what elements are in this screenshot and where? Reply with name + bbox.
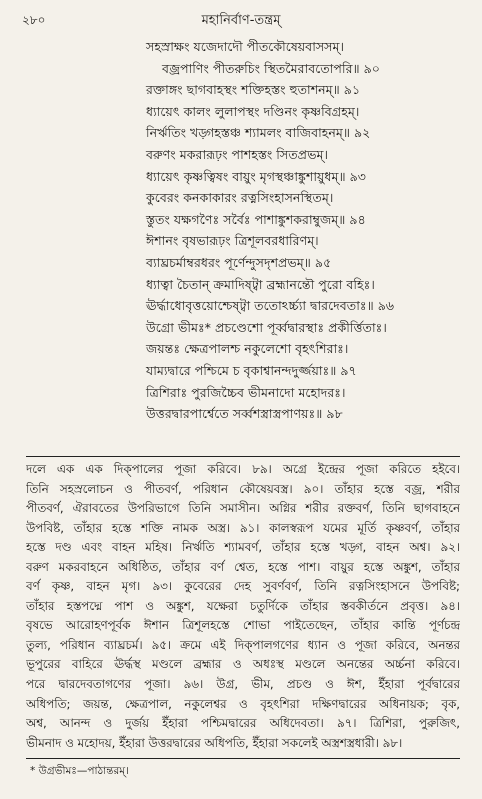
translation-line: তাঁহার হস্তপদ্মে পাশ ও অঙ্কুশ, যক্ষেরা চতুর্দিকে তাঁহার স্তবকীর্তনে প্রবৃত্ত। ৯৪। xyxy=(26,598,460,613)
translation-line: বৃষভে আরোহণপূর্বক ঈশান ত্রিশূলহস্তে শোভা পাইতেছেন, তাঁহার কান্তি পূর্ণচন্দ্র xyxy=(26,618,460,633)
translation-line: দলে এক এক দিক্‌পালের পূজা করিবে। ৮৯। অগ্রে ইন্দ্রের পূজা করিতে হইবে। xyxy=(26,462,460,476)
verse-line: ধ্যায়েৎ কালং লুলাপস্থং দণ্ডিনং কৃষ্ণবিগ্রহম্। xyxy=(146,103,360,119)
verse-line: বরুণং মকরারূঢ়ং পাশহস্তং সিতপ্রভম্। xyxy=(146,146,328,162)
translation-line: বর্ণ কৃষ্ণ, বাহন মৃগ। ৯৩। কুবেরের দেহ সুবর্ণবর্ণ, তিনি রত্নসিংহাসনে উপবিষ্ট; xyxy=(26,579,460,594)
verse-line: ঊর্দ্ধাধোবৃত্তয়োশ্চেষ্ট্বা ততোঽর্চ্চ্যা দ্বারদেবতাঃ॥ ৯৬ xyxy=(146,298,395,314)
verse-line: সহস্রাক্ষং যজেদাদৌ পীতকৌষেয়বাসসম্। xyxy=(146,39,344,54)
translation-line: ভীমনাদ ও মহোদয়, ইঁহারা উত্তরদ্বারের অধিপতি, ইঁহারা সকলেই অস্ত্রশস্ত্রধারী। ৯৮। xyxy=(26,735,403,750)
verse-line: ত্রিশিরাঃ পুরজিচ্চৈব ভীমনাদো মহোদরঃ। xyxy=(146,384,346,400)
verse-line: রক্তাঙ্গং ছাগবাহস্থং শক্তিহস্তং হুতাশনম্॥ ৯১ xyxy=(146,82,361,98)
verse-line: উত্তরদ্বারপার্শ্বেতে সর্ব্বশস্ত্রাস্ত্রপাণয়ঃ॥ ৯৮ xyxy=(146,406,343,422)
running-title: মহানির্বাণ-তন্ত্রম্ xyxy=(201,13,281,28)
verse-line: বজ্রপাণিং পীতরুচিং স্থিতমৈরাবতোপরি॥ ৯০ xyxy=(162,60,380,76)
translation-line: বরুণ মকরবাহনে অধিষ্ঠিত, তাঁহার বর্ণ শ্বেত, হস্তে পাশ। বায়ুর হস্তে অঙ্কুশ, তাঁহার xyxy=(26,559,460,574)
page-number: ২৮০ xyxy=(22,13,46,27)
verse-line: নির্ঋতিং খড়্গহস্তঞ্চ শ্যামলং বাজিবাহনম্॥ ৯২ xyxy=(146,125,371,141)
translation-line: ভূপুরের বাহিরে ঊর্দ্ধস্থ মণ্ডলে ব্রহ্মার ও অধঃস্থ মণ্ডলে অনন্তের অর্চ্চনা করিবে। xyxy=(26,657,460,672)
translation-line: অশ্ব, আনন্দ ও দুর্জয় ইঁহারা পশ্চিমদ্বারের অধিদেবতা। ৯৭। ত্রিশিরা, পুরুজিৎ, xyxy=(26,716,460,731)
translation-line: তুল্য, পরিধান ব্যাঘ্রচর্ম। ৯৫। ক্রমে এই দিক্‌পালগণের ধ্যান ও পূজা করিবে, অনন্তর xyxy=(26,637,460,652)
translation-line: পরে দ্বারদেবতাগণের পূজা। ৯৬। উগ্র, ভীম, প্রচণ্ড ও ঈশ, ইঁহারা পূর্বদ্বারের xyxy=(26,677,460,692)
verse-line: ঈশানং বৃষভারূঢ়ং ত্রিশূলবরধারিণম্। xyxy=(146,233,319,249)
verse-line: ব্যাঘ্রচর্মাম্বরধরং পূর্ণেন্দুসদৃশপ্রভম্॥ ৯৫ xyxy=(146,254,332,270)
sanskrit-verses xyxy=(0,36,482,425)
translation-line: অধিপতি; জয়ন্ত, ক্ষেত্রপাল, নকুলেশ্বর ও বৃহৎশিরা দক্ষিণদ্বারের অধিনায়ক; বৃক, xyxy=(26,696,460,711)
footnote-divider xyxy=(26,758,460,759)
translation-line: উপবিষ্ট, তাঁহার হস্তে শক্তি নামক অস্ত্র। ৯১। কালস্বরূপ যমের মূর্তি কৃষ্ণবর্ণ, তাঁহার xyxy=(26,520,460,535)
translation-line: তিনি সহস্রলোচন ও পীতবর্ণ, পরিধান কৌষেয়বস্ত্র। ৯০। তাঁহার হস্তে বজ্র, শরীর xyxy=(26,481,460,496)
verse-line: যাম্যদ্বারে পশ্চিমে চ বৃকাশ্বানন্দদুর্জ্জয়াঃ॥ ৯৭ xyxy=(146,362,357,378)
verse-line: উগ্রো ভীমঃ* প্রচণ্ডেশো পূর্ব্বদ্বারস্থাঃ প্রকীর্ত্তিতাঃ। xyxy=(146,319,387,335)
verse-line: ধ্যায়েৎ কৃষ্ণত্বিষং বায়ুং মৃগস্থঞ্চাঙ্কুশায়ুধম্॥ ৯৩ xyxy=(146,168,366,184)
page-header xyxy=(0,8,482,32)
verse-line: ধ্যাত্বা চৈতান্ ক্রমাদিষ্ট্বা ব্রহ্মানন্তৌ পুরো বহিঃ। xyxy=(146,276,375,292)
section-divider xyxy=(26,456,460,457)
verse-line: কুবেরং কনকাকারং রত্নসিংহাসনস্থিতম্। xyxy=(146,190,334,206)
footnote: * উগ্রভীমঃ—পাঠান্তরম্। xyxy=(30,765,129,777)
translation-line: হস্তে দণ্ড এবং বাহন মহিষ। নির্ঋতি শ্যামবর্ণ, তাঁহার হস্তে খড়্গ, বাহন অশ্ব। ৯২। xyxy=(26,540,460,555)
translation-line: পীতবর্ণ, ঐরাবতের উপরিভাগে তিনি সমাসীন। অগ্নির শরীর রক্তবর্ণ, তিনি ছাগবাহনে xyxy=(26,501,460,516)
verse-line: স্তুতং যক্ষগণৈঃ সর্বৈঃ পাশাঙ্কুশকরাম্বুজম্॥ ৯৪ xyxy=(146,211,366,227)
verse-line: জয়ন্তঃ ক্ষেত্রপালশ্চ নকুলেশো বৃহৎশিরাঃ। xyxy=(146,341,349,357)
bengali-translation xyxy=(26,460,460,753)
